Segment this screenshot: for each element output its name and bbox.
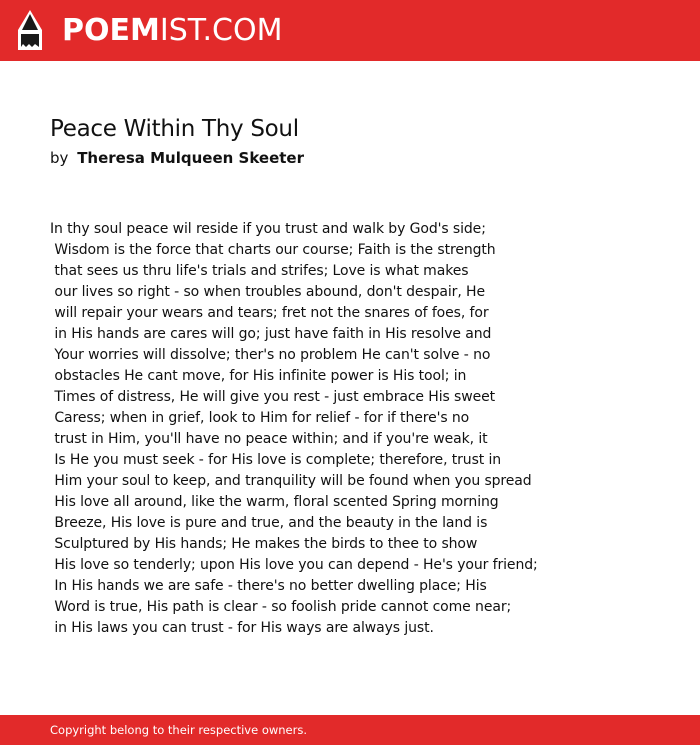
poem-line: Caress; when in grief, look to Him for relief - for if there's no [50,410,470,426]
by-label: by [50,149,69,167]
poem-line: Sculptured by His hands; He makes the birds to thee to show [50,536,478,552]
poem-line: obstacles He cant move, for His infinite power is His tool; in [50,368,467,384]
poem-title: Peace Within Thy Soul [50,116,299,142]
poem-line: trust in Him, you'll have no peace within; and if you're weak, it [50,431,488,447]
poem-line: in His laws you can trust - for His ways are always just. [50,620,434,636]
pencil-logo-icon [18,10,42,52]
author-name: Theresa Mulqueen Skeeter [77,149,304,167]
poem-byline [50,149,304,167]
poem-line: that sees us thru life's trials and strifes; Love is what makes [50,263,469,279]
site-name [62,10,282,52]
poem-line: in His hands are cares will go; just have faith in His resolve and [50,326,492,342]
poem-line: our lives so right - so when troubles abound, don't despair, He [50,284,485,300]
site-logo[interactable] [18,10,282,52]
poem-line: will repair your wears and tears; fret not the snares of foes, for [50,305,489,321]
poem-line: Your worries will dissolve; ther's no problem He can't solve - no [50,347,491,363]
poem-line: His love so tenderly; upon His love you can depend - He's your friend; [50,557,538,573]
poem-line: Breeze, His love is pure and true, and the beauty in the land is [50,515,488,531]
poem-line: Times of distress, He will give you rest - just embrace His sweet [50,389,496,405]
poem-line: Wisdom is the force that charts our course; Faith is the strength [50,242,496,258]
poem-line: In thy soul peace wil reside if you trust and walk by God's side; [50,221,486,237]
site-name-bold: POEM [62,13,160,48]
poem-line: His love all around, like the warm, floral scented Spring morning [50,494,499,510]
poem-line: Is He you must seek - for His love is complete; therefore, trust in [50,452,502,468]
site-header [0,0,700,61]
poem-line: Him your soul to keep, and tranquility will be found when you spread [50,473,532,489]
site-name-light: IST.COM [159,13,283,48]
poem-body [50,219,650,639]
copyright-notice: Copyright belong to their respective owners. [50,723,308,737]
poem-line: In His hands we are safe - there's no better dwelling place; His [50,578,487,594]
site-footer [0,715,700,745]
poem-line: Word is true, His path is clear - so foolish pride cannot come near; [50,599,512,615]
